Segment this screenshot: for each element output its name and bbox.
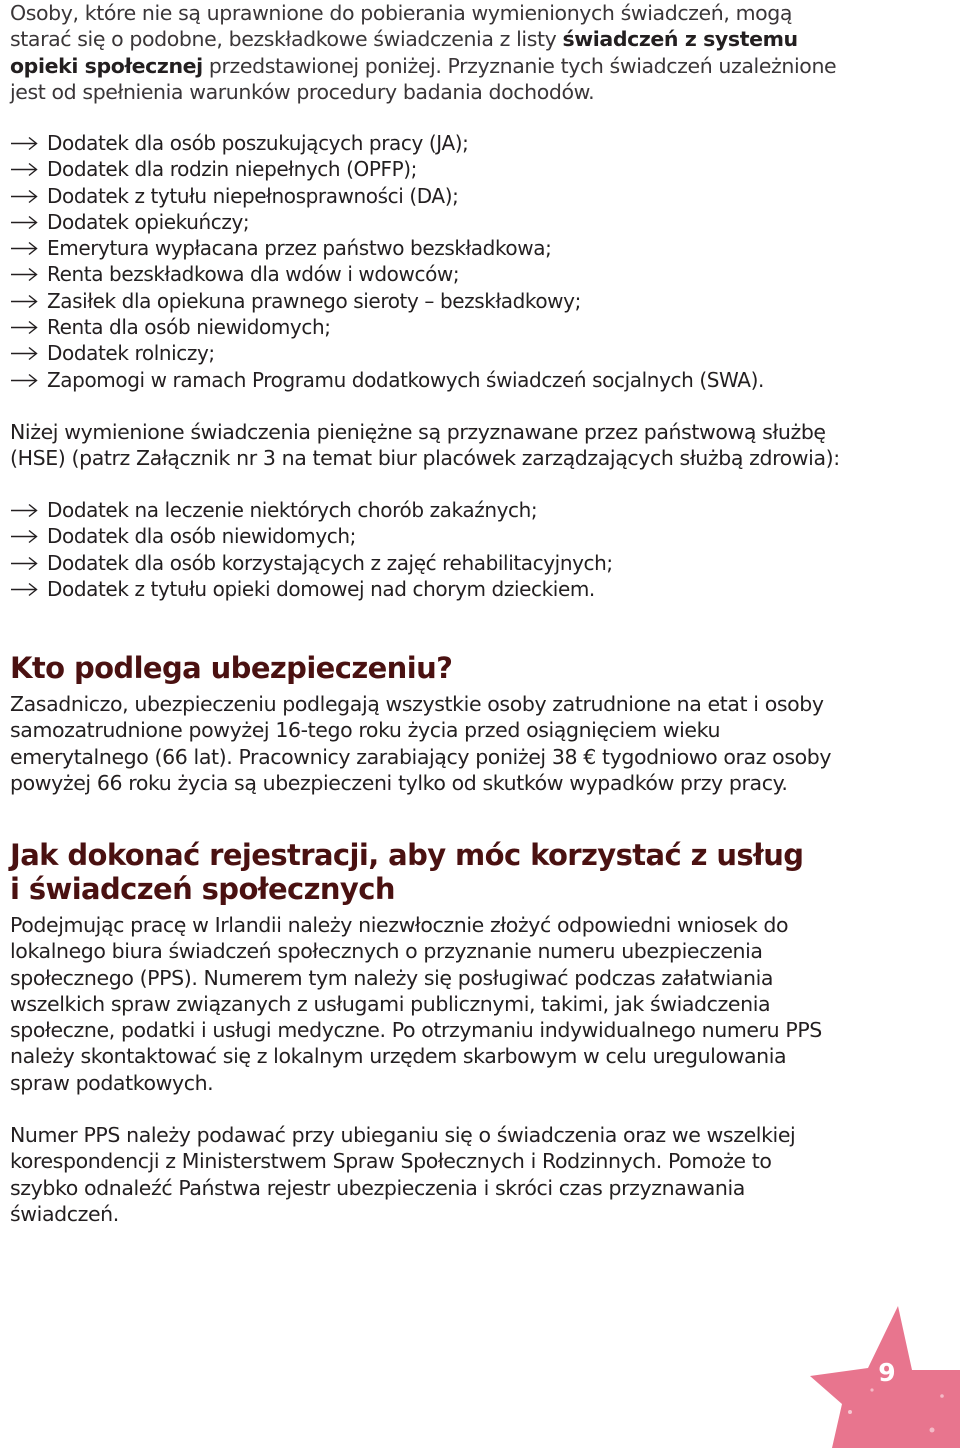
arrow-right-icon bbox=[10, 215, 38, 230]
arrow-right-icon bbox=[10, 529, 38, 544]
arrow-right-icon bbox=[10, 556, 38, 571]
hse-benefits-list bbox=[10, 497, 613, 602]
list-item: Dodatek dla osób poszukujących pracy (JA); bbox=[10, 130, 764, 156]
list-item: Dodatek dla rodzin niepełnych (OPFP); bbox=[10, 156, 764, 182]
arrow-right-icon bbox=[10, 241, 38, 256]
pps-paragraph: Numer PPS należy podawać przy ubieganiu się o świadczenia oraz we wszelkiej korespondencji z Ministerstwem Spraw Społecznych i Rodzinnych. Pomoże to szybko odnaleźć Państwa rejestr ubezpieczenia i skróci czas przyznawania świadczeń. bbox=[10, 1123, 796, 1226]
arrow-right-icon bbox=[10, 267, 38, 282]
arrow-right-icon bbox=[10, 582, 38, 597]
page-number: 9 bbox=[878, 1358, 896, 1387]
intro-bold-text: świadczeń z systemu opieki społecznej bbox=[10, 27, 798, 78]
list-item: Dodatek dla osób niewidomych; bbox=[10, 523, 613, 549]
arrow-right-icon bbox=[10, 136, 38, 151]
registration-paragraph: Podejmując pracę w Irlandii należy niezwłocznie złożyć odpowiedni wniosek do lokalnego biura świadczeń społecznych o przyznanie numeru ubezpieczenia społecznego (PPS). Numerem tym należy się posługiwać podczas załatwiania wszelkich spraw związanych z usługami publicznymi, takimi, jak świadczenia społeczne, podatki i usługi medyczne. Po otrzymaniu indywidualnego numeru PPS należy skontaktować się z lokalnym urzędem skarbowym w celu uregulowania spraw podatkowych. bbox=[10, 913, 822, 1095]
list-item: Dodatek z tytułu niepełnosprawności (DA); bbox=[10, 183, 764, 209]
arrow-right-icon bbox=[10, 162, 38, 177]
list-item: Dodatek opiekuńczy; bbox=[10, 209, 764, 235]
list-item: Dodatek rolniczy; bbox=[10, 340, 764, 366]
list-item: Dodatek z tytułu opieki domowej nad chorym dzieckiem. bbox=[10, 576, 613, 602]
hse-paragraph: Niżej wymienione świadczenia pieniężne są przyznawane przez państwową służbę (HSE) (patrz Załącznik nr 3 na temat biur placówek zarządzających służbą zdrowia): bbox=[10, 420, 840, 471]
intro-text-2: przedstawionej poniżej. Przyznanie tych świadczeń uzależnione jest od spełnienia warunków procedury badania dochodów. bbox=[10, 53, 837, 104]
list-item: Renta dla osób niewidomych; bbox=[10, 314, 764, 340]
section-heading-registration: Jak dokonać rejestracji, aby móc korzystać z usług i świadczeń społecznych bbox=[10, 838, 804, 906]
list-item: Zasiłek dla opiekuna prawnego sieroty – bezskładkowy; bbox=[10, 288, 764, 314]
benefits-list bbox=[10, 130, 764, 393]
list-item: Dodatek na leczenie niektórych chorób zakaźnych; bbox=[10, 497, 613, 523]
arrow-right-icon bbox=[10, 294, 38, 309]
intro-paragraph bbox=[10, 0, 840, 105]
arrow-right-icon bbox=[10, 373, 38, 388]
arrow-right-icon bbox=[10, 189, 38, 204]
section-heading-insurance: Kto podlega ubezpieczeniu? bbox=[10, 651, 453, 685]
insurance-paragraph: Zasadniczo, ubezpieczeniu podlegają wszystkie osoby zatrudnione na etat i osoby samozatrudnione powyżej 16-tego roku życia przed osiągnięciem wieku emerytalnego (66 lat). Pracownicy zarabiający poniżej 38 € tygodniowo oraz osoby powyżej 66 roku życia są ubezpieczeni tylko od skutków wypadków przy pracy. bbox=[10, 692, 832, 795]
list-item: Renta bezskładkowa dla wdów i wdowców; bbox=[10, 261, 764, 287]
arrow-right-icon bbox=[10, 320, 38, 335]
list-item: Emerytura wypłacana przez państwo bezskładkowa; bbox=[10, 235, 764, 261]
arrow-right-icon bbox=[10, 503, 38, 518]
list-item: Dodatek dla osób korzystających z zajęć rehabilitacyjnych; bbox=[10, 550, 613, 576]
list-item: Zapomogi w ramach Programu dodatkowych świadczeń socjalnych (SWA). bbox=[10, 367, 764, 393]
arrow-right-icon bbox=[10, 346, 38, 361]
intro-text-1: Osoby, które nie są uprawnione do pobierania wymienionych świadczeń, mogą starać się o podobne, bezskładkowe świadczenia z listy bbox=[10, 1, 793, 52]
